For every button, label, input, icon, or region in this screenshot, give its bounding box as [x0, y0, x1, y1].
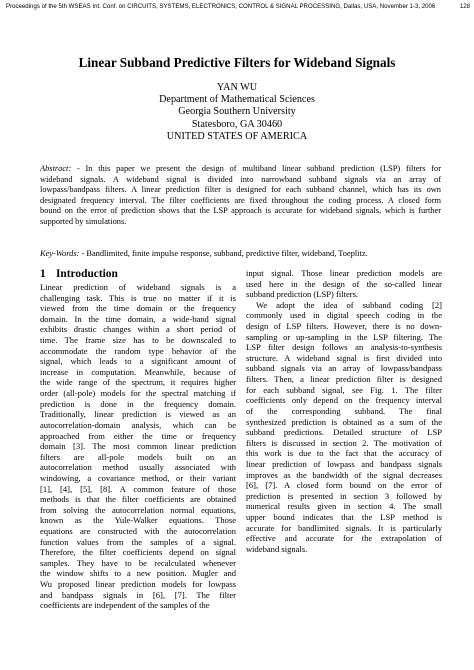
- keywords-label: Key-Words:: [40, 249, 80, 258]
- page-number: 128: [459, 3, 470, 10]
- author-country: UNITED STATES OF AMERICA: [166, 130, 308, 142]
- text-line: autocorrelation method usually associated with: [40, 462, 236, 473]
- text-line: subband signals via an array of lowpass/bandpass: [246, 363, 442, 374]
- text-line: this work is due to the fact that the accuracy of: [246, 448, 442, 459]
- left-column: [40, 268, 236, 611]
- text-line: subband predictions. Detailed structure of LSP: [246, 427, 442, 438]
- text-line: filters. Then, a linear prediction filter is designed: [246, 374, 442, 385]
- section-heading: [40, 268, 236, 280]
- section-title: Introduction: [56, 268, 118, 280]
- section-number: 1: [40, 268, 46, 280]
- text-line: accommodate the random type behavior of the: [40, 345, 236, 356]
- abstract-text: - In this paper we present the design of multiband linear subband prediction (LSP) filters for: [76, 164, 441, 173]
- text-line: coefficients are independent of the samples of the: [40, 600, 210, 611]
- right-column-body: [246, 268, 442, 554]
- abstract-line: wideband signals. A wideband signal is divided into narrowband subband signals via an array of: [40, 174, 441, 184]
- right-column: [246, 268, 442, 554]
- keywords: [40, 248, 441, 259]
- text-line: signal, which leads to a significant amount of: [40, 356, 236, 367]
- text-line: samples. They have to be recalculated whenever: [40, 557, 236, 568]
- text-line: We adopt the idea of subband coding [2]: [256, 299, 442, 310]
- author-department: Department of Mathematical Sciences: [159, 94, 315, 106]
- text-line: known as the Yule-Walker equations. Those: [40, 515, 236, 526]
- text-line: effective and accurate for the extrapolation of: [246, 533, 442, 544]
- text-line: input signal. Those linear prediction models are: [246, 268, 442, 278]
- text-line: wideband signals.: [246, 543, 308, 554]
- text-line: equations are constructed with the autocorrelation: [40, 526, 236, 537]
- text-line: and bandpass signals in [6], [7]. The filter: [40, 589, 236, 600]
- author-city: Statesboro, GA 30460: [191, 118, 283, 130]
- author-name: YAN WU: [216, 82, 258, 93]
- text-line: increase in computation. Meanwhile, because of: [40, 366, 236, 377]
- text-line: upper bound indicates that the LSP method is: [246, 512, 442, 523]
- text-line: challenging task. This is true no matter if it is: [40, 292, 236, 303]
- left-column-body: [40, 282, 236, 611]
- text-line: [1], [4], [5], [8]. A common feature of those: [40, 483, 236, 494]
- abstract-line: designated frequency interval. The filter coefficients are fixed throughout the coding process. A closed form: [40, 195, 441, 205]
- text-line: prediction is done in the frequency domain.: [40, 398, 236, 409]
- text-line: prediction is presented in section 3 followed by: [246, 490, 442, 501]
- text-line: the window shifts to a new position. Mugler and: [40, 568, 236, 579]
- text-line: [6], [7]. A closed form bound on the error of: [246, 480, 442, 491]
- text-line: from solving the autocorrelation normal equations,: [40, 504, 236, 515]
- text-line: order (all-pole) models for the spectral matching if: [40, 388, 236, 399]
- abstract-line: supported by simulations.: [40, 217, 127, 227]
- text-line: the wide range of the spectrum, it requires higher: [40, 377, 236, 388]
- text-line: Traditionally, linear prediction is viewed as an: [40, 409, 236, 420]
- author-university: Georgia Southern University: [178, 106, 296, 118]
- text-line: LSP filter design follows an analysis-to-synthesis: [246, 342, 442, 353]
- text-line: of the corresponding subband. The final: [246, 405, 442, 416]
- text-line: linear prediction of lowpass and bandpass signals: [246, 458, 442, 469]
- author-block: [0, 82, 474, 143]
- text-line: accurate for bandlimited signals. It is particularly: [246, 522, 442, 533]
- text-line: time. The frame size has to be downscaled to: [40, 335, 236, 346]
- text-line: commonly used in digital speech coding in the: [246, 310, 442, 321]
- text-line: approached from either the time or frequency: [40, 430, 236, 441]
- text-line: domain. In the time domain, a wide-band signal: [40, 313, 236, 324]
- text-line: sampling or up-sampling in the LSP filtering. The: [246, 331, 442, 342]
- text-line: autocorrelation-domain analysis, which can be: [40, 419, 236, 430]
- text-line: used here in the design of the so-called linear: [246, 278, 442, 289]
- text-line: design of LSP filters. However, there is no down-: [246, 321, 442, 332]
- text-line: function values from the samples of a signal.: [40, 536, 236, 547]
- text-line: Linear prediction of wideband signals is a: [40, 282, 236, 292]
- paper-title: Linear Subband Predictive Filters for Wideband Signals: [78, 55, 396, 70]
- text-line: filters is discussed in section 2. The motivation of: [246, 437, 442, 448]
- abstract-line: lowpass/bandpass filters. A linear prediction filter is designed for each subband channel, which has its own: [40, 185, 441, 195]
- text-line: Wu proposed linear prediction models for lowpass: [40, 579, 236, 590]
- text-line: improves as the bandwidth of the signal decreases: [246, 469, 442, 480]
- text-line: filters are all-pole models built on an: [40, 451, 236, 462]
- text-line: methods is that the filter coefficients are obtained: [40, 494, 236, 505]
- text-line: exhibits drastic changes within a short period of: [40, 324, 236, 335]
- text-line: Therefore, the filter coefficients depend on signal: [40, 547, 236, 558]
- text-line: synthesized prediction is obtained as a sum of the: [246, 416, 442, 427]
- running-head: [6, 3, 470, 15]
- text-line: for each subband signal, see Fig. 1. The filter: [246, 384, 442, 395]
- text-line: coefficients only depend on the frequency interval: [246, 395, 442, 406]
- abstract-label: Abstract:: [40, 164, 72, 173]
- text-line: windowing, a covariance method, or their variant: [40, 472, 236, 483]
- text-line: subband prediction (LSP) filters.: [246, 289, 359, 300]
- abstract-line: [40, 163, 441, 174]
- keywords-text: - Bandlimited, finite impulse response, subband, predictive filter, wideband, Toeplitz.: [81, 249, 368, 258]
- text-line: viewed from the time domain or the frequency: [40, 303, 236, 314]
- text-line: domain [3]. The most common linear prediction: [40, 441, 236, 452]
- abstract: [40, 163, 441, 227]
- text-line: structure. A wideband signal is first divided into: [246, 352, 442, 363]
- conference-header: Proceedings of the 5th WSEAS Int. Conf. on CIRCUITS, SYSTEMS, ELECTRONICS, CONTROL & SIGNAL PROCESSING, Dallas, USA, November 1-3, 2006: [6, 3, 436, 10]
- abstract-line: bound on the error of prediction shows that the LSP approach is accurate for wideband signals, which is further: [40, 206, 441, 216]
- text-line: numerical results given in section 4. The small: [246, 501, 442, 512]
